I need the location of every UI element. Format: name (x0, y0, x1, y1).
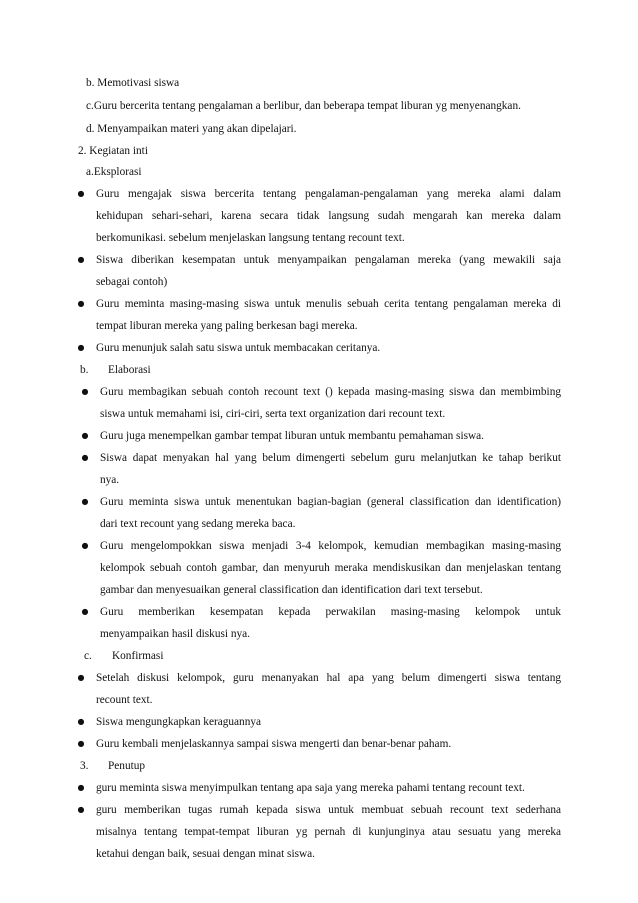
eksplorasi-item-3-line-2: tempat liburan mereka yang paling berkesan bagi mereka. (96, 320, 358, 332)
opening-step-d: d. Menyampaikan materi yang akan dipelajari. (86, 123, 297, 135)
eksplorasi-item-2-line-2: sebagai contoh) (96, 276, 168, 288)
elaborasi-item-6-line-1: Guru memberikan kesempatan kepada perwakilan masing-masing kelompok untuk (100, 606, 561, 618)
konfirmasi-item-1-line-2: recount text. (96, 694, 153, 706)
subsection-heading-eksplorasi: a.Eksplorasi (86, 166, 142, 178)
konfirmasi-item-1-line-1: Setelah diskusi kelompok, guru menanyakan hal apa yang belum dimengerti siswa tentang (96, 672, 561, 684)
elaborasi-item-5-line-3: gambar dan menyesuaikan general classification dan identification dari text tersebut. (100, 584, 483, 596)
bullet-icon: ● (77, 739, 85, 748)
eksplorasi-item-1-line-1: Guru mengajak siswa bercerita tentang pengalaman-pengalaman yang mereka alami dalam (96, 188, 561, 200)
section-heading-kegiatan-inti: 2. Kegiatan inti (78, 145, 148, 157)
eksplorasi-item-3-line-1: Guru meminta masing-masing siswa untuk menulis sebuah cerita tentang pengalaman mereka di (96, 298, 561, 310)
bullet-icon: ● (77, 255, 85, 264)
elaborasi-item-1-line-1: Guru membagikan sebuah contoh recount text () kepada masing-masing siswa dan membimbing (100, 386, 561, 398)
subsection-heading-elaborasi: Elaborasi (108, 364, 151, 376)
subsection-marker-c: c. (84, 650, 92, 662)
penutup-item-1-line-1: guru meminta siswa menyimpulkan tentang apa saja yang mereka pahami tentang recount text. (96, 782, 525, 794)
bullet-icon: ● (77, 673, 85, 682)
bullet-icon: ● (77, 805, 85, 814)
opening-step-b: b. Memotivasi siswa (86, 77, 180, 89)
bullet-icon: ● (81, 387, 89, 396)
opening-step-c: c.Guru bercerita tentang pengalaman a berlibur, dan beberapa tempat liburan yg menyenangkan. (86, 100, 521, 112)
penutup-item-2-line-1: guru memberikan tugas rumah kepada siswa untuk membuat sebuah recount text sederhana (96, 804, 561, 816)
bullet-icon: ● (77, 717, 85, 726)
subsection-heading-konfirmasi: Konfirmasi (112, 650, 164, 662)
section-heading-penutup: Penutup (108, 760, 146, 772)
bullet-icon: ● (81, 541, 89, 550)
bullet-icon: ● (77, 299, 85, 308)
eksplorasi-item-4-line-1: Guru menunjuk salah satu siswa untuk membacakan ceritanya. (96, 342, 381, 354)
eksplorasi-item-1-line-3: berkomunikasi. sebelum menjelaskan langsung tentang recount text. (96, 232, 405, 244)
bullet-icon: ● (77, 343, 85, 352)
section-marker-3: 3. (80, 760, 89, 772)
elaborasi-item-5-line-2: kelompok sebuah contoh gambar, dan menyuruh meraka mendiskusikan dan menjelaskan tentang (100, 562, 561, 574)
elaborasi-item-3-line-2: nya. (100, 474, 120, 486)
konfirmasi-item-2-line-1: Siswa mengungkapkan keraguannya (96, 716, 262, 728)
subsection-marker-b: b. (80, 364, 89, 376)
bullet-icon: ● (77, 783, 85, 792)
bullet-icon: ● (81, 431, 89, 440)
elaborasi-item-1-line-2: siswa untuk memahami isi, ciri-ciri, serta text organization dari recount text. (100, 408, 446, 420)
bullet-icon: ● (81, 497, 89, 506)
eksplorasi-item-1-line-2: kehidupan sehari-sehari, karena secara tidak langsung sudah mengarah kan mereka dalam (96, 210, 561, 222)
bullet-icon: ● (77, 189, 85, 198)
elaborasi-item-2-line-1: Guru juga menempelkan gambar tempat liburan untuk membantu pemahaman siswa. (100, 430, 484, 442)
bullet-icon: ● (81, 453, 89, 462)
eksplorasi-item-2-line-1: Siswa diberikan kesempatan untuk menyampaikan pengalaman mereka (yang mewakili saja (96, 254, 561, 266)
elaborasi-item-3-line-1: Siswa dapat menyakan hal yang belum dimengerti sebelum guru melanjutkan ke tahap berikut (100, 452, 561, 464)
elaborasi-item-4-line-2: dari text recount yang sedang mereka baca. (100, 518, 296, 530)
elaborasi-item-4-line-1: Guru meminta siswa untuk menentukan bagian-bagian (general classification dan identification) (100, 496, 561, 508)
elaborasi-item-5-line-1: Guru mengelompokkan siswa menjadi 3-4 kelompok, kemudian membagikan masing-masing (100, 540, 561, 552)
penutup-item-2-line-3: ketahui dengan baik, sesuai dengan minat siswa. (96, 848, 315, 860)
elaborasi-item-6-line-2: menyampaikan hasil diskusi nya. (100, 628, 250, 640)
bullet-icon: ● (81, 607, 89, 616)
konfirmasi-item-3-line-1: Guru kembali menjelaskannya sampai siswa mengerti dan benar-benar paham. (96, 738, 452, 750)
penutup-item-2-line-2: misalnya tentang tempat-tempat liburan yg pernah di kunjunginya atau sesuatu yang mereka (96, 826, 561, 838)
